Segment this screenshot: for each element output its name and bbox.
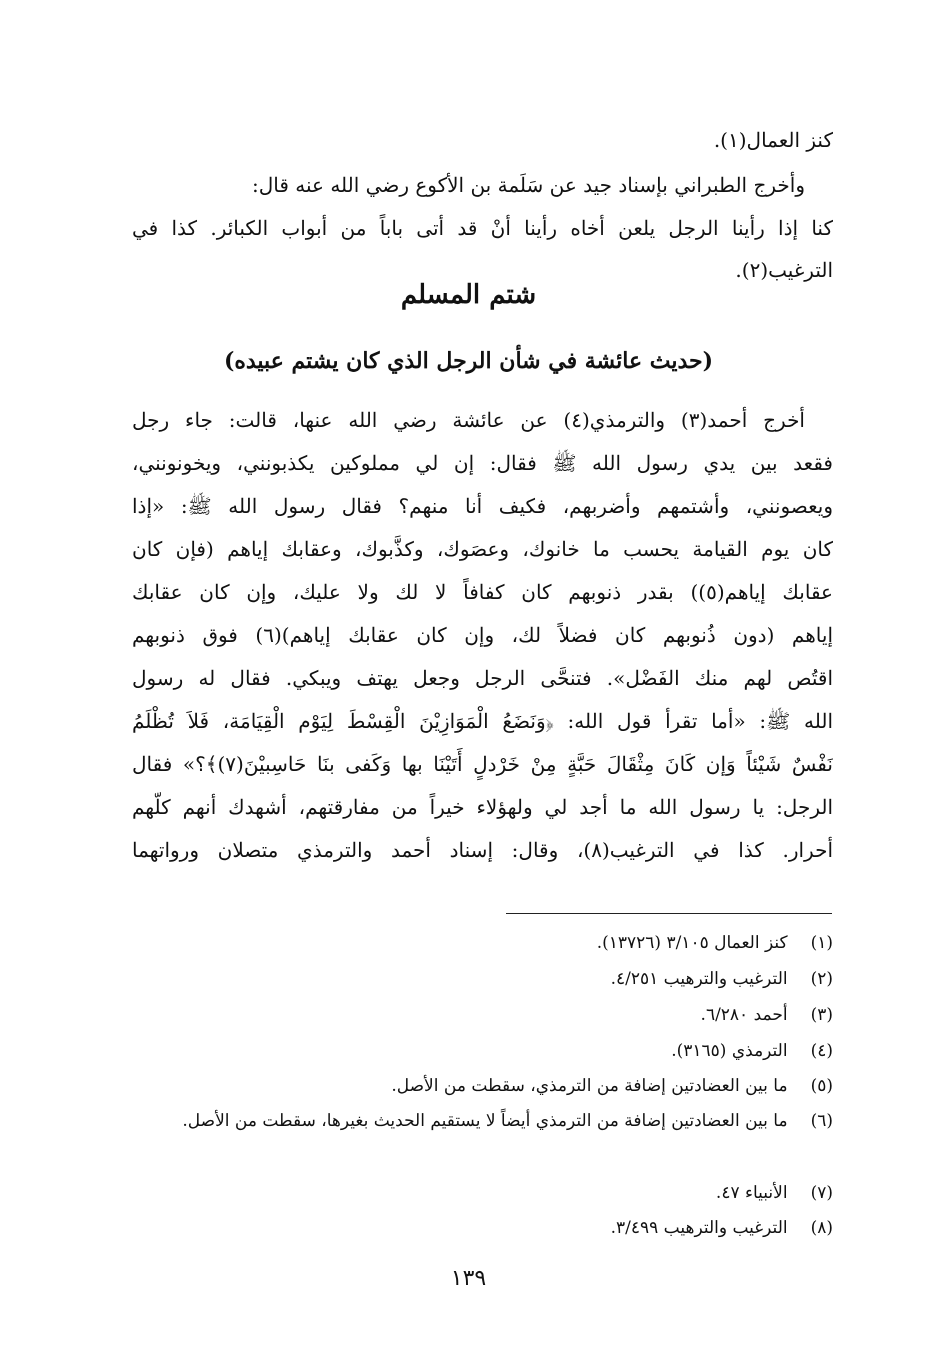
- section-heading: شتم المسلم: [400, 280, 537, 310]
- footnote-number: (٢): [810, 969, 833, 989]
- footnote-number: (٦): [810, 1111, 833, 1131]
- footnote-5: [132, 1071, 833, 1101]
- footnote-1: [132, 928, 833, 958]
- footnote-7: [132, 1178, 833, 1208]
- intro-line-3: كنا إذا رأينا الرجل يلعن أخاه رأينا أنْ قد أتى باباً من أبواب الكبائر. كذا في: [132, 216, 833, 240]
- footnote-separator: [506, 913, 832, 914]
- footnote-text: الترمذي (٣١٦٥).: [671, 1041, 788, 1061]
- body-line-11: أحرار. كذا في الترغيب(٨)، وقال: إسناد أحمد والترمذي متصلان ورواتهما: [132, 838, 833, 862]
- footnote-number: (١): [810, 933, 833, 953]
- footnote-text: الأنبياء ٤٧.: [715, 1183, 788, 1203]
- footnote-2: [132, 964, 833, 994]
- footnote-8: [132, 1213, 833, 1243]
- body-line-10: الرجل: يا رسول الله ما أجد لي ولهؤلاء خيراً من مفارقتهم، أشهدك أنهم كلّهم: [132, 795, 833, 819]
- footnote-number: (٤): [810, 1041, 833, 1061]
- footnote-6: [132, 1106, 833, 1136]
- body-line-4: كان يوم القيامة يحسب ما خانوك، وعصَوك، وكذَّبوك، وعقابك إياهم (فإن كان: [132, 537, 833, 561]
- footnote-number: (٧): [810, 1183, 833, 1203]
- body-line-5: عقابك إياهم(٥)) بقدر ذنوبهم كان كفافاً لا لك ولا عليك، وإن كان عقابك: [132, 580, 833, 604]
- body-line-9: نَفْسٌ شَيْئاً وَإن كَانَ مِثْقَالَ حَبَّةٍ مِنْ خَرْدلٍ أَتَيْنَا بها وَكَفى بنَا حَاسِبيْنَ(٧)﴾؟» فقال: [132, 752, 833, 776]
- footnote-number: (٨): [810, 1218, 833, 1238]
- footnote-3: [132, 1000, 833, 1030]
- body-line-1: أخرج أحمد(٣) والترمذي(٤) عن عائشة رضي الله عنها، قالت: جاء رجل: [132, 408, 805, 432]
- intro-line-4: الترغيب(٢).: [735, 258, 833, 282]
- body-line-2: فقعد بين يدي رسول الله ﷺ فقال: إن لي مملوكين يكذبونني، ويخونونني،: [132, 451, 833, 475]
- body-line-3: ويعصونني، وأشتمهم وأضربهم، فكيف أنا منهم؟ فقال رسول الله ﷺ: «إذا: [132, 494, 833, 518]
- body-line-7: اقتُص لهم منك الفَضْل». فتنحَّى الرجل وجعل يهتف ويبكي. فقال له رسول: [132, 666, 833, 690]
- body-line-8: الله ﷺ: «أما تقرأ قول الله: ﴿وَنَضَعُ الْمَوَازِيْنَ الْقِسْطَ لِيَوْم الْقِيَامَة، فَلاَ تُظْلَمُ: [132, 709, 833, 733]
- intro-line-1: كنز العمال(١).: [713, 128, 833, 152]
- footnote-text: الترغيب والترهيب ٣/٤٩٩.: [610, 1218, 788, 1238]
- footnote-text: ما بين العضادتين إضافة من الترمذي، سقطت من الأصل.: [391, 1076, 788, 1096]
- footnote-text: الترغيب والترهيب ٤/٢٥١.: [610, 969, 788, 989]
- body-line-6: إياهم (دون ذُنوبهم كان فضلاً لك، وإن كان عقابك إياهم)(٦) فوق ذنوبهم: [132, 623, 833, 647]
- footnote-number: (٣): [810, 1005, 833, 1025]
- footnote-text: كنز العمال ٣/١٠٥ (١٣٧٢٦).: [596, 933, 788, 953]
- footnote-text: ما بين العضادتين إضافة من الترمذي أيضاً لا يستقيم الحديث بغيرها، سقطت من الأصل.: [182, 1111, 788, 1131]
- subsection-heading: (حديث عائشة في شأن الرجل الذي كان يشتم عبيده): [223, 348, 714, 374]
- intro-line-2: وأخرج الطبراني بإسناد جيد عن سَلَمة بن الأكوع رضي الله عنه قال:: [251, 173, 805, 197]
- page-number: ١٣٩: [450, 1266, 487, 1291]
- footnote-text: أحمد ٦/٢٨٠.: [700, 1005, 788, 1025]
- footnote-number: (٥): [810, 1076, 833, 1096]
- footnote-4: [132, 1036, 833, 1066]
